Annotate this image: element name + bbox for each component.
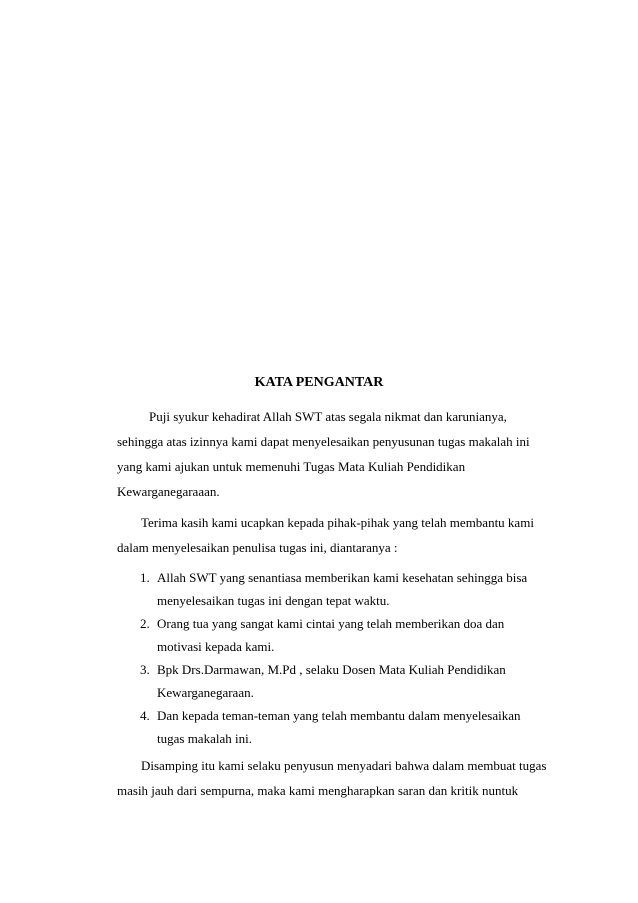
page-title: KATA PENGANTAR	[254, 375, 384, 390]
thanks-list	[117, 566, 547, 750]
list-item-line: tugas makalah ini.	[157, 731, 252, 746]
list-item-line: Allah SWT yang senantiasa memberikan kami kesehatan sehingga bisa	[157, 570, 528, 585]
list-item	[117, 658, 547, 704]
list-item-line: Orang tua yang sangat kami cintai yang telah memberikan doa dan	[157, 616, 505, 631]
list-item	[117, 612, 547, 658]
list-item-number: 3.	[140, 662, 150, 677]
paragraph-intro	[117, 404, 547, 504]
paragraph-closing	[117, 753, 547, 803]
list-item-line: menyelesaikan tugas ini dengan tepat waktu.	[157, 593, 390, 608]
list-item-line: Kewarganegaraan.	[157, 685, 254, 700]
paragraph-line: Puji syukur kehadirat Allah SWT atas segala nikmat dan karunianya,	[149, 409, 507, 424]
paragraph-line: masih jauh dari sempurna, maka kami mengharapkan saran dan kritik nuntuk	[117, 783, 519, 798]
list-item-line: motivasi kepada kami.	[157, 639, 275, 654]
paragraph-line: Disamping itu kami selaku penyusun menyadari bahwa dalam membuat tugas	[141, 758, 547, 773]
paragraph-thanks	[117, 510, 547, 560]
paragraph-line: Terima kasih kami ucapkan kepada pihak-pihak yang telah membantu kami	[141, 515, 534, 530]
list-item-number: 1.	[140, 570, 150, 585]
list-item-number: 4.	[140, 708, 150, 723]
paragraph-line: Kewarganegaraaan.	[117, 484, 220, 499]
paragraph-line: yang kami ajukan untuk memenuhi Tugas Mata Kuliah Pendidikan	[117, 459, 466, 474]
list-item	[117, 704, 547, 750]
paragraph-line: dalam menyelesaikan penulisa tugas ini, diantaranya :	[117, 540, 398, 555]
list-item	[117, 566, 547, 612]
list-item-number: 2.	[140, 616, 150, 631]
paragraph-line: sehingga atas izinnya kami dapat menyelesaikan penyusunan tugas makalah ini	[117, 434, 530, 449]
list-item-line: Bpk Drs.Darmawan, M.Pd , selaku Dosen Mata Kuliah Pendidikan	[157, 662, 506, 677]
list-item-line: Dan kepada teman-teman yang telah membantu dalam menyelesaikan	[157, 708, 521, 723]
